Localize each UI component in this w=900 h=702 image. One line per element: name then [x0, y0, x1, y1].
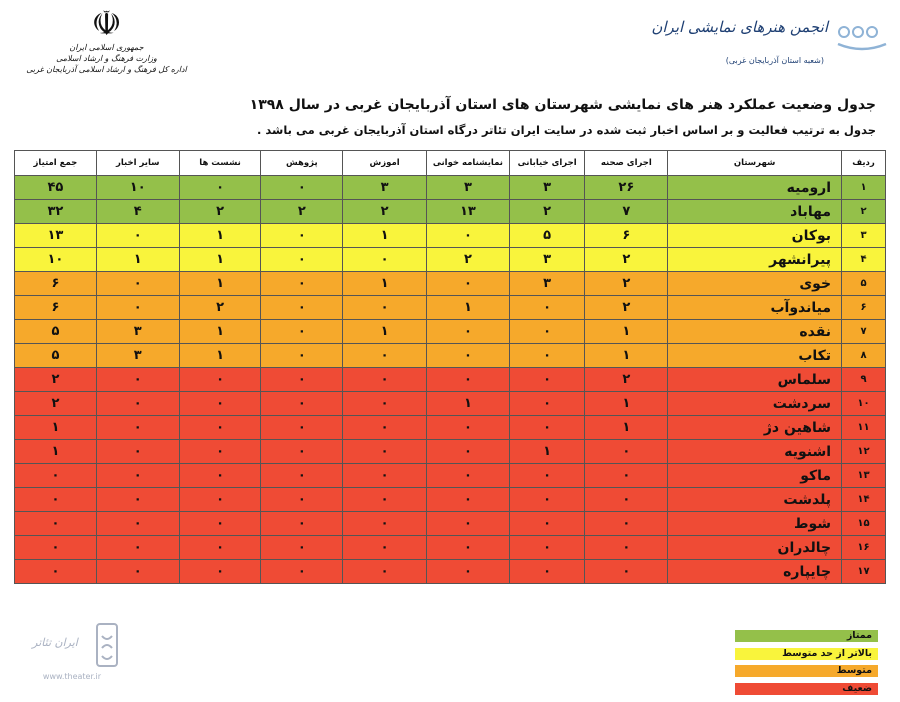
row-number-cell: ۱۲ — [842, 440, 886, 464]
score-cell: ۰ — [509, 464, 585, 488]
score-cell: ۰ — [585, 560, 668, 584]
column-header: ردیف — [842, 151, 886, 176]
score-cell: ۳ — [343, 176, 427, 200]
score-cell: ۱ — [585, 392, 668, 416]
score-cell: ۲ — [509, 200, 585, 224]
score-cell: ۳ — [427, 176, 510, 200]
column-header: سایر اخبار — [96, 151, 179, 176]
row-number-cell: ۱۱ — [842, 416, 886, 440]
table-row — [15, 512, 886, 536]
score-cell: ۳۲ — [15, 200, 97, 224]
score-cell: ۰ — [343, 488, 427, 512]
performance-table — [14, 150, 886, 584]
row-number-cell: ۱۰ — [842, 392, 886, 416]
score-cell: ۰ — [96, 464, 179, 488]
row-number-cell: ۱ — [842, 176, 886, 200]
score-cell: ۰ — [343, 536, 427, 560]
score-cell: ۷ — [585, 200, 668, 224]
score-cell: ۰ — [509, 368, 585, 392]
city-name-cell: مهاباد — [668, 200, 842, 224]
row-number-cell: ۴ — [842, 248, 886, 272]
score-cell: ۰ — [427, 368, 510, 392]
score-cell: ۰ — [343, 416, 427, 440]
table-row — [15, 416, 886, 440]
city-name-cell: پلدشت — [668, 488, 842, 512]
association-mark-icon — [836, 24, 888, 52]
city-name-cell: پیرانشهر — [668, 248, 842, 272]
score-cell: ۰ — [96, 440, 179, 464]
score-cell: ۰ — [427, 536, 510, 560]
city-name-cell: ارومیه — [668, 176, 842, 200]
score-cell: ۰ — [427, 440, 510, 464]
score-cell: ۱ — [427, 392, 510, 416]
legend-item-medium: متوسط — [735, 665, 878, 677]
score-cell: ۶ — [585, 224, 668, 248]
score-cell: ۳ — [509, 176, 585, 200]
association-logo — [651, 12, 888, 78]
score-cell: ۰ — [261, 536, 343, 560]
column-header: شهرستان — [668, 151, 842, 176]
score-cell: ۰ — [15, 464, 97, 488]
score-cell: ۱۳ — [427, 200, 510, 224]
score-cell: ۲۶ — [585, 176, 668, 200]
score-cell: ۰ — [179, 368, 261, 392]
score-cell: ۳ — [509, 272, 585, 296]
association-branch: (شعبه استان آذربایجان غربی) — [725, 56, 824, 65]
table-row — [15, 392, 886, 416]
score-cell: ۰ — [261, 320, 343, 344]
score-cell: ۲ — [179, 296, 261, 320]
score-cell: ۰ — [179, 416, 261, 440]
score-cell: ۱ — [585, 416, 668, 440]
score-cell: ۵ — [15, 320, 97, 344]
score-cell: ۶ — [15, 296, 97, 320]
score-cell: ۰ — [96, 560, 179, 584]
score-cell: ۶ — [15, 272, 97, 296]
score-cell: ۰ — [261, 368, 343, 392]
logo-left-line-2: وزارت فرهنگ و ارشاد اسلامی — [56, 54, 157, 63]
table-row — [15, 200, 886, 224]
score-cell: ۰ — [15, 536, 97, 560]
row-number-cell: ۲ — [842, 200, 886, 224]
logo-left-line-1: جمهوری اسلامی ایران — [69, 43, 144, 52]
city-name-cell: ماکو — [668, 464, 842, 488]
score-cell: ۰ — [343, 368, 427, 392]
table-row — [15, 560, 886, 584]
score-cell: ۱ — [179, 344, 261, 368]
score-cell: ۰ — [261, 272, 343, 296]
score-cell: ۰ — [261, 344, 343, 368]
row-number-cell: ۳ — [842, 224, 886, 248]
city-name-cell: چالدران — [668, 536, 842, 560]
score-cell: ۰ — [179, 560, 261, 584]
score-cell: ۰ — [261, 560, 343, 584]
row-number-cell: ۹ — [842, 368, 886, 392]
table-row — [15, 320, 886, 344]
score-cell: ۰ — [179, 176, 261, 200]
table-row — [15, 536, 886, 560]
score-cell: ۱۳ — [15, 224, 97, 248]
column-header: جمع امتیاز — [15, 151, 97, 176]
table-row — [15, 464, 886, 488]
row-number-cell: ۱۵ — [842, 512, 886, 536]
score-cell: ۰ — [585, 464, 668, 488]
score-cell: ۰ — [15, 488, 97, 512]
score-cell: ۰ — [179, 488, 261, 512]
table-row — [15, 440, 886, 464]
score-cell: ۱ — [427, 296, 510, 320]
score-cell: ۰ — [509, 536, 585, 560]
score-cell: ۰ — [509, 560, 585, 584]
city-name-cell: نقده — [668, 320, 842, 344]
column-header: اجرای خیابانی — [509, 151, 585, 176]
row-number-cell: ۱۶ — [842, 536, 886, 560]
legend-item-weak: ضعیف — [735, 683, 878, 695]
score-cell: ۰ — [179, 440, 261, 464]
theater-mask-icon — [94, 622, 120, 668]
score-cell: ۰ — [509, 512, 585, 536]
score-cell: ۰ — [261, 512, 343, 536]
column-header: اموزش — [343, 151, 427, 176]
score-cell: ۲ — [179, 200, 261, 224]
score-cell: ۰ — [509, 296, 585, 320]
score-cell: ۰ — [179, 512, 261, 536]
score-cell: ۰ — [427, 416, 510, 440]
score-cell: ۰ — [261, 488, 343, 512]
score-cell: ۱ — [343, 272, 427, 296]
score-cell: ۴ — [96, 200, 179, 224]
city-name-cell: سلماس — [668, 368, 842, 392]
score-cell: ۰ — [343, 464, 427, 488]
score-cell: ۳ — [509, 248, 585, 272]
page-title: جدول وضعیت عملکرد هنر های نمایشی شهرستان های استان آذربایجان غربی در سال ۱۳۹۸ — [249, 97, 876, 113]
score-cell: ۲ — [585, 248, 668, 272]
city-name-cell: اشنویه — [668, 440, 842, 464]
score-cell: ۱ — [509, 440, 585, 464]
table-row — [15, 344, 886, 368]
score-cell: ۰ — [427, 224, 510, 248]
score-cell: ۰ — [179, 392, 261, 416]
page-subtitle: جدول به ترتیب فعالیت و بر اساس اخبار ثبت شده در سایت ایران تئاتر درگاه استان آذربایجان غربی می باشد . — [257, 123, 876, 137]
score-cell: ۰ — [96, 392, 179, 416]
city-name-cell: تکاب — [668, 344, 842, 368]
score-cell: ۰ — [343, 296, 427, 320]
table-row — [15, 176, 886, 200]
row-number-cell: ۱۴ — [842, 488, 886, 512]
row-number-cell: ۵ — [842, 272, 886, 296]
score-cell: ۰ — [585, 536, 668, 560]
score-cell: ۰ — [585, 512, 668, 536]
city-name-cell: بوکان — [668, 224, 842, 248]
score-cell: ۰ — [96, 416, 179, 440]
score-cell: ۰ — [179, 536, 261, 560]
score-cell: ۰ — [15, 512, 97, 536]
score-cell: ۰ — [179, 464, 261, 488]
score-cell: ۲ — [585, 272, 668, 296]
score-cell: ۰ — [427, 320, 510, 344]
score-cell: ۰ — [427, 512, 510, 536]
score-cell: ۵ — [509, 224, 585, 248]
score-cell: ۰ — [343, 440, 427, 464]
score-cell: ۰ — [509, 320, 585, 344]
table-header-row — [15, 151, 886, 176]
score-cell: ۲ — [343, 200, 427, 224]
ministry-logo — [14, 6, 199, 86]
column-header: نمایشنامه خوانی — [427, 151, 510, 176]
score-cell: ۰ — [427, 464, 510, 488]
score-cell: ۰ — [15, 560, 97, 584]
score-cell: ۱ — [179, 248, 261, 272]
score-cell: ۰ — [585, 440, 668, 464]
score-cell: ۰ — [261, 248, 343, 272]
column-header: اجرای صحنه — [585, 151, 668, 176]
score-cell: ۲ — [15, 368, 97, 392]
iran-emblem-icon: ☫ — [91, 4, 122, 44]
score-cell: ۳ — [96, 344, 179, 368]
score-cell: ۰ — [509, 416, 585, 440]
score-cell: ۱ — [343, 320, 427, 344]
score-cell: ۱ — [343, 224, 427, 248]
score-cell: ۱ — [179, 224, 261, 248]
row-number-cell: ۸ — [842, 344, 886, 368]
score-cell: ۰ — [427, 344, 510, 368]
score-cell: ۰ — [261, 440, 343, 464]
score-cell: ۰ — [96, 488, 179, 512]
score-cell: ۰ — [96, 368, 179, 392]
score-cell: ۱ — [15, 440, 97, 464]
city-name-cell: شوط — [668, 512, 842, 536]
table-row — [15, 368, 886, 392]
score-cell: ۰ — [261, 392, 343, 416]
score-cell: ۰ — [96, 272, 179, 296]
row-number-cell: ۱۷ — [842, 560, 886, 584]
table-row — [15, 248, 886, 272]
score-cell: ۰ — [509, 344, 585, 368]
score-cell: ۰ — [427, 488, 510, 512]
score-cell: ۰ — [261, 416, 343, 440]
column-header: نشست ها — [179, 151, 261, 176]
score-cell: ۱۰ — [15, 248, 97, 272]
logo-left-line-3: اداره کل فرهنگ و ارشاد اسلامی آذربایجان غربی — [26, 65, 187, 74]
score-cell: ۱ — [179, 272, 261, 296]
score-cell: ۴۵ — [15, 176, 97, 200]
city-name-cell: سردشت — [668, 392, 842, 416]
watermark-url: www.theater.ir — [42, 672, 102, 681]
score-cell: ۲ — [585, 296, 668, 320]
score-cell: ۰ — [509, 488, 585, 512]
score-cell: ۰ — [427, 272, 510, 296]
score-cell: ۰ — [261, 224, 343, 248]
score-cell: ۰ — [343, 560, 427, 584]
score-cell: ۱ — [96, 248, 179, 272]
score-cell: ۰ — [343, 248, 427, 272]
score-cell: ۰ — [96, 224, 179, 248]
iran-theater-watermark — [20, 618, 124, 688]
table-row — [15, 488, 886, 512]
score-cell: ۱ — [585, 320, 668, 344]
score-cell: ۲ — [585, 368, 668, 392]
row-number-cell: ۶ — [842, 296, 886, 320]
watermark-name: ایران تئاتر — [32, 636, 78, 649]
city-name-cell: چایپاره — [668, 560, 842, 584]
score-cell: ۰ — [343, 344, 427, 368]
score-cell: ۰ — [261, 176, 343, 200]
score-cell: ۰ — [343, 512, 427, 536]
score-cell: ۱۰ — [96, 176, 179, 200]
row-number-cell: ۱۳ — [842, 464, 886, 488]
score-cell: ۲ — [427, 248, 510, 272]
city-name-cell: خوی — [668, 272, 842, 296]
legend-item-excellent: ممتاز — [735, 630, 878, 642]
score-cell: ۲ — [15, 392, 97, 416]
score-cell: ۰ — [96, 296, 179, 320]
score-cell: ۵ — [15, 344, 97, 368]
row-number-cell: ۷ — [842, 320, 886, 344]
table-row — [15, 272, 886, 296]
score-cell: ۰ — [96, 536, 179, 560]
score-cell: ۲ — [261, 200, 343, 224]
table-row — [15, 296, 886, 320]
score-cell: ۰ — [261, 464, 343, 488]
score-cell: ۰ — [343, 392, 427, 416]
score-cell: ۱ — [179, 320, 261, 344]
association-name: انجمن هنرهای نمایشی ایران — [651, 18, 828, 36]
city-name-cell: میاندوآب — [668, 296, 842, 320]
score-cell: ۱ — [15, 416, 97, 440]
score-cell: ۰ — [585, 488, 668, 512]
table-row — [15, 224, 886, 248]
score-cell: ۰ — [96, 512, 179, 536]
score-cell: ۰ — [261, 296, 343, 320]
city-name-cell: شاهین دژ — [668, 416, 842, 440]
score-cell: ۰ — [427, 560, 510, 584]
score-cell: ۰ — [509, 392, 585, 416]
column-header: پژوهش — [261, 151, 343, 176]
legend-item-above: بالاتر از حد متوسط — [735, 648, 878, 660]
score-cell: ۳ — [96, 320, 179, 344]
score-cell: ۱ — [585, 344, 668, 368]
